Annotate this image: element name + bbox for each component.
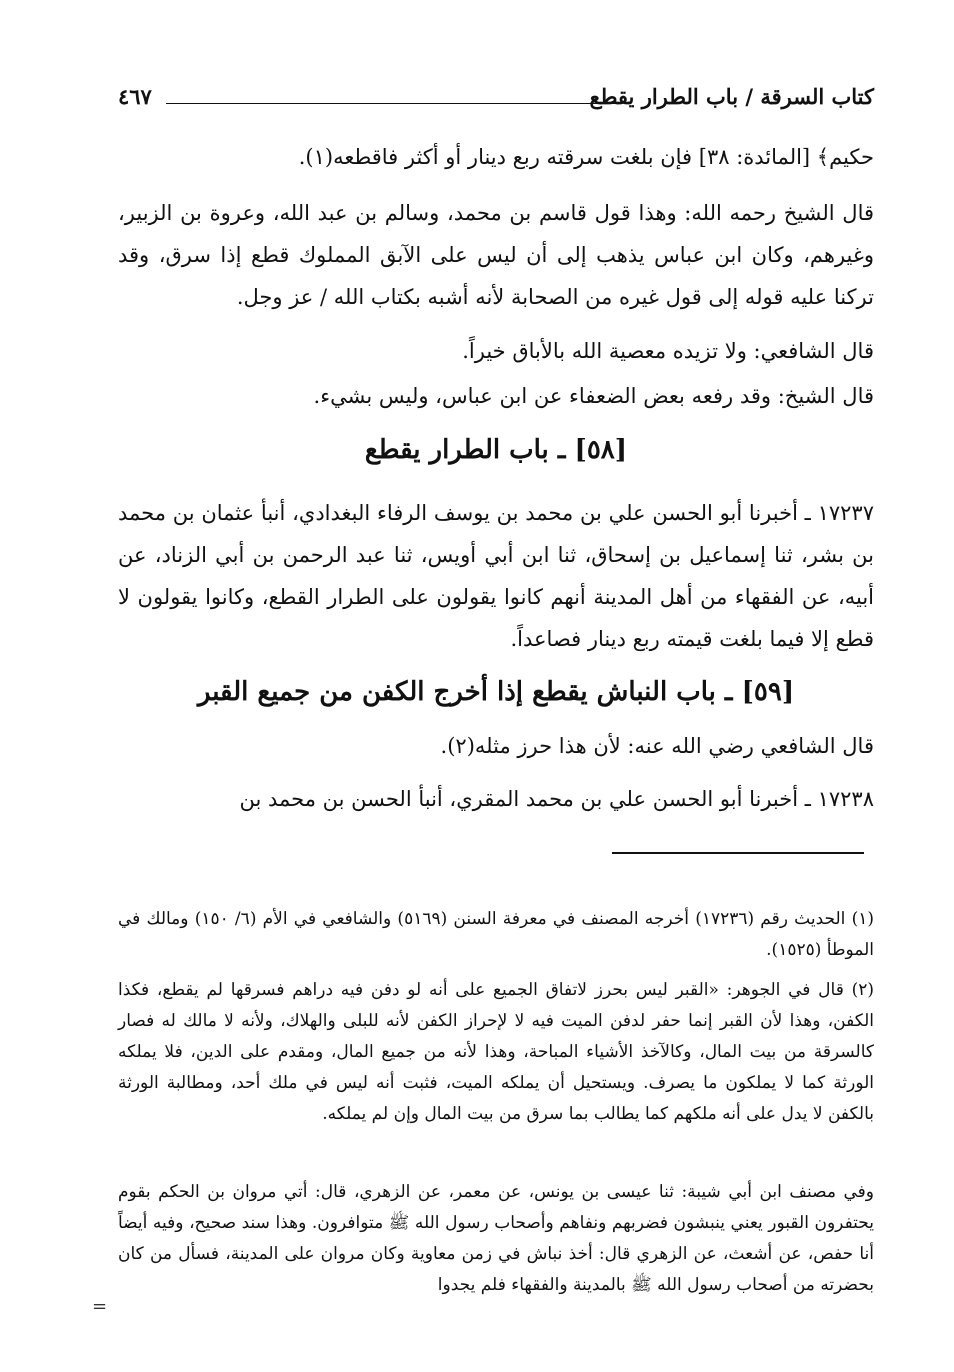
footnote-separator	[612, 852, 864, 854]
section-heading-59: [٥٩] ـ باب النباش يقطع إذا أخرج الكفن من جميع القبر	[197, 677, 795, 707]
footnote-1: (١) الحديث رقم (١٧٢٣٦) أخرجه المصنف في معرفة السنن (٥١٦٩) والشافعي في الأم (٦/ ١٥٠) ومالك في الموطأ (١٥٢٥).	[118, 909, 874, 960]
header-rule	[166, 103, 616, 104]
hadith-17238: ١٧٢٣٨ ـ أخبرنا أبو الحسن علي بن محمد المقري، أنبأ الحسن بن محمد بن	[239, 787, 874, 811]
header-title: كتاب السرقة / باب الطرار يقطع	[589, 84, 874, 109]
paragraph-2: قال الشيخ رحمه الله: وهذا قول قاسم بن محمد، وسالم بن عبد الله، وعروة بن الزبير، وغيرهم، وكان ابن عباس يذهب إلى أن ليس على الآبق المملوك قطع إذا سرق، وقد تركنا عليه قوله إلى قول غيره من الصحابة لأنه أشبه بكتاب الله / عز وجل.	[118, 201, 875, 309]
hadith-17237: ١٧٢٣٧ ـ أخبرنا أبو الحسن علي بن محمد بن يوسف الرفاء البغدادي، أنبأ عثمان بن محمد بن بشر، ثنا إسماعيل بن إسحاق، ثنا ابن أبي أويس، ثنا عبد الرحمن بن أبي الزناد، عن أبيه، عن الفقهاء من أهل المدينة أنهم كانوا يقولون على الطرار القطع، وكانوا يقولون لا قطع إلا فيما بلغت قيمته ربع دينار فصاعداً.	[118, 501, 874, 651]
paragraph-3: قال الشافعي: ولا تزيده معصية الله بالأباق خيراً.	[462, 339, 874, 363]
footnote-2-continued: وفي مصنف ابن أبي شيبة: ثنا عيسى بن يونس، عن معمر، عن الزهري، قال: أتي مروان بن الحكم بقوم يحتفرون القبور يعني ينبشون فضربهم ونفاهم وأصحاب رسول الله ﷺ متوافرون. وهذا سند صحيح، وفيه أيضاً أنا حفص، عن أشعث، عن الزهري قال: أخذ نباش في زمن معاوية وكان مروان على المدينة، فسأل من كان بحضرته من أصحاب رسول الله ﷺ بالمدينة والفقهاء فلم يجدوا	[118, 1182, 874, 1295]
paragraph-1: حكيم﴾ [المائدة: ٣٨] فإن بلغت سرقته ربع دينار أو أكثر فاقطعه(١).	[298, 145, 874, 169]
paragraph-6: قال الشافعي رضي الله عنه: لأن هذا حرز مثله(٢).	[440, 734, 874, 758]
margin-mark: =	[92, 1296, 108, 1317]
section-heading-58: [٥٨] ـ باب الطرار يقطع	[364, 435, 628, 465]
footnote-2: (٢) قال في الجوهر: «القبر ليس بحرز لاتفاق الجميع على أنه لو دفن فيه دراهم فسرقها لم يقطع، فكذا الكفن، وهذا لأن القبر إنما حفر لدفن الميت فيه لا لإحراز الكفن لأنه للبلى والهلاك، ولأنه لا مالك له فصار كالسرقة من بيت المال، وكالآخذ الأشياء المباحة، وهذا لأنه من جميع المال، ومقدم على الدين، فلا يملكه الورثة كما لا يملكون ما يصرف. ويستحيل أن يملكه الميت، فثبت أنه ليس في ملك أحد، ومطالبة الورثة بالكفن لا يدل على أنه ملكهم كما يطالب بما سرق من بيت المال وإن لم يملكه.	[118, 980, 874, 1124]
running-header	[118, 84, 874, 124]
page-number: ٤٦٧	[118, 84, 152, 109]
paragraph-4: قال الشيخ: وقد رفعه بعض الضعفاء عن ابن عباس، وليس بشيء.	[313, 384, 874, 408]
